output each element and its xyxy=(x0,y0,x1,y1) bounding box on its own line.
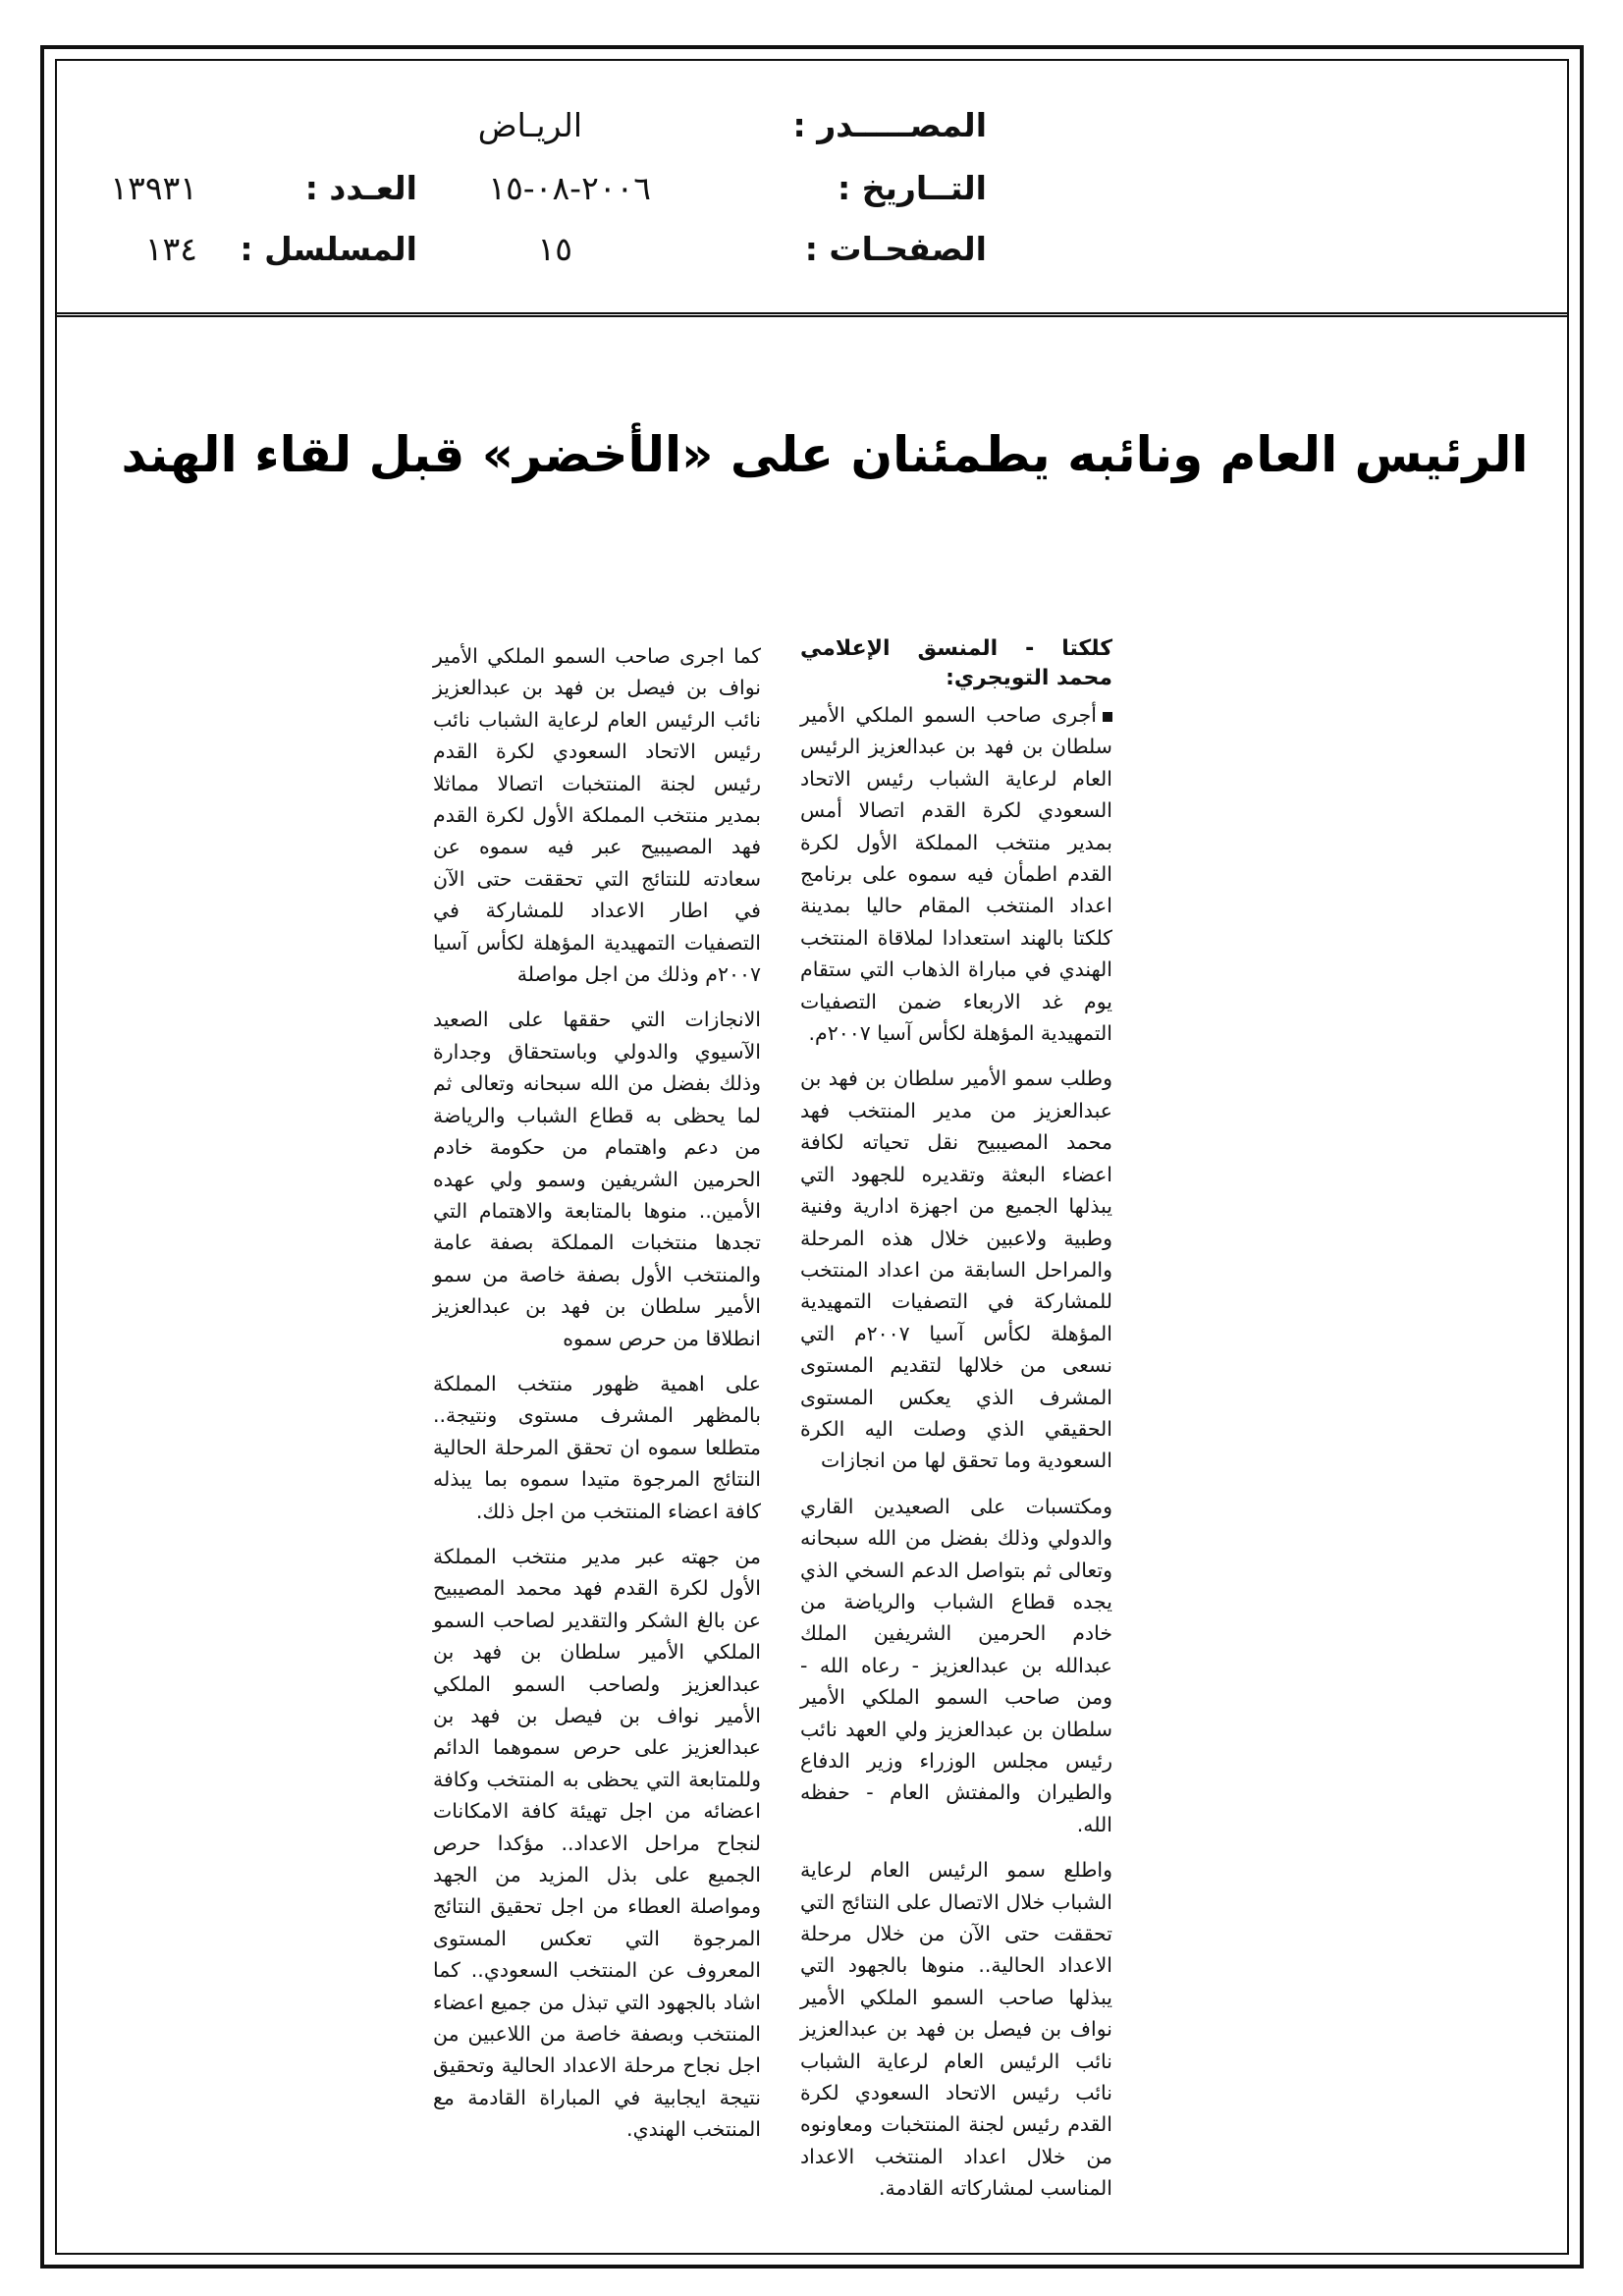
date-label: التــاريخ : xyxy=(838,169,987,207)
bullet-icon xyxy=(1103,712,1112,722)
article-paragraph: كما اجرى صاحب السمو الملكي الأمير نواف بن فيصل بن فهد بن عبدالعزيز نائب الرئيس العام لرعاية الشباب نائب رئيس الاتحاد السعودي لكرة القدم رئيس لجنة المنتخبات اتصالا مماثلا بمدير منتخب المملكة الأول لكرة القدم فهد المصيبيح عبر فيه سموه عن سعادته للنتائج التي تحققت حتى الآن في اطار الاعداد للمشاركة في التصفيات التمهيدية المؤهلة لكأس آسيا ٢٠٠٧م وذلك من اجل مواصلة xyxy=(433,644,761,987)
article-paragraph: ومكتسبات على الصعيدين القاري والدولي وذلك بفضل من الله سبحانه وتعالى ثم بتواصل الدعم السخي الذي يجده قطاع الشباب والرياضة من خادم الحرمين الشريفين الملك عبدالله بن عبدالعزيز - رعاه الله - ومن صاحب السمو الملكي الأمير سلطان بن عبدالعزيز ولي العهد نائب رئيس مجلس الوزراء وزير الدفاع والطيران والمفتش العام - حفظه الله. xyxy=(800,1494,1112,1836)
article-paragraph: وطلب سمو الأمير سلطان بن فهد بن عبدالعزيز من مدير المنتخب فهد محمد المصيبيح نقل تحياته لكافة اعضاء البعثة وتقديره للجهود التي يبذلها الجميع من اجهزة ادارية وفنية وطبية ولاعبين خلال هذه المرحلة والمراحل السابقة من اعداد المنتخب للمشاركة في التصفيات التمهيدية المؤهلة لكأس آسيا ٢٠٠٧م التي نسعى من خلالها لتقديم المستوى المشرف الذي يعكس المستوى الحقيقي الذي وصلت اليه الكرة السعودية وما تحقق لها من انجازات xyxy=(800,1066,1112,1473)
date-value: ٢٠٠٦-٠٨-١٥ xyxy=(488,169,651,207)
article-paragraph: واطلع سمو الرئيس العام لرعاية الشباب خلال الاتصال على النتائج التي تحققت حتى الآن من خلال مرحلة الاعداد الحالية.. منوها بالجهود التي يبذلها صاحب السمو الملكي الأمير نواف بن فيصل بن فهد بن عبدالعزيز نائب الرئيس العام لرعاية الشباب نائب رئيس الاتحاد السعودي لكرة القدم رئيس لجنة المنتخبات ومعاونوه من خلال اعداد المنتخب الاعداد المناسب لمشاركاته القادمة. xyxy=(800,1858,1112,2201)
article-headline: الرئيس العام ونائبه يطمئنان على «الأخضر» قبل لقاء الهند xyxy=(121,426,1529,483)
source-label: المصـــــدر : xyxy=(792,106,987,144)
article-column-right xyxy=(800,634,1112,2218)
article-paragraph: أجرى صاحب السمو الملكي الأمير سلطان بن فهد بن عبدالعزيز الرئيس العام لرعاية الشباب رئيس الاتحاد السعودي لكرة القدم اتصالا أمس بمدير منتخب المملكة الأول لكرة القدم اطمأن فيه سموه على برنامج اعداد المنتخب المقام حاليا بمدينة كلكتا بالهند استعدادا لملاقاة المنتخب الهندي في مباراة الذهاب التي ستقام يوم غد الاربعاء ضمن التصفيات التمهيدية المؤهلة لكأس آسيا ٢٠٠٧م. xyxy=(800,703,1112,1046)
article-column-left xyxy=(433,640,761,2159)
pages-value: ١٥ xyxy=(537,230,572,268)
article-byline: كلكتا - المنسق الإعلامي محمد التويجري: xyxy=(800,636,1112,690)
issue-label: العـدد : xyxy=(304,169,417,207)
serial-label: المسلسل : xyxy=(240,230,417,268)
article-paragraph: من جهته عبر مدير منتخب المملكة الأول لكرة القدم فهد محمد المصيبيح عن بالغ الشكر والتقدير لصاحب السمو الملكي الأمير سلطان بن فهد بن عبدالعزيز ولصاحب السمو الملكي الأمير نواف بن فيصل بن فهد بن عبدالعزيز على حرص سموهما الدائم وللمتابعة التي يحظى به المنتخب وكافة اعضائه من اجل تهيئة كافة الامكانات لنجاح مراحل الاعداد.. مؤكدا حرص الجميع على بذل المزيد من الجهد ومواصلة العطاء من اجل تحقيق النتائج المرجوة التي تعكس المستوى المعروف عن المنتخب السعودي.. كما اشاد بالجهود التي تبذل من جميع اعضاء المنتخب وبصفة خاصة من اللاعبين من اجل نجاح مرحلة الاعداد الحالية وتحقيق نتيجة ايجابية في المباراة القادمة مع المنتخب الهندي. xyxy=(433,1544,761,2142)
issue-value: ١٣٩٣١ xyxy=(110,169,197,207)
article-paragraph: على اهمية ظهور منتخب المملكة بالمظهر المشرف مستوى ونتيجة.. متطلعا سموه ان تحقق المرحلة الحالية النتائج المرجوة متيدا سموه بما يبذله كافة اعضاء المنتخب من اجل ذلك. xyxy=(433,1371,761,1523)
header-divider xyxy=(55,312,1569,317)
serial-value: ١٣٤ xyxy=(144,230,197,268)
article-paragraph: الانجازات التي حققها على الصعيد الآسيوي والدولي وباستحقاق وجدارة وذلك بفضل من الله سبحانه وتعالى ثم لما يحظى به قطاع الشباب والرياضة من دعم واهتمام من حكومة خادم الحرمين الشريفين وسمو ولي عهده الأمين.. منوها بالمتابعة والاهتمام التي تجدها منتخبات المملكة بصفة عامة والمنتخب الأول بصفة خاصة من سمو الأمير سلطان بن فهد بن عبدالعزيز انطلاقا من حرص سموه xyxy=(433,1008,761,1350)
pages-label: الصفحـات : xyxy=(804,230,987,268)
source-value: الريـاض xyxy=(477,106,582,144)
